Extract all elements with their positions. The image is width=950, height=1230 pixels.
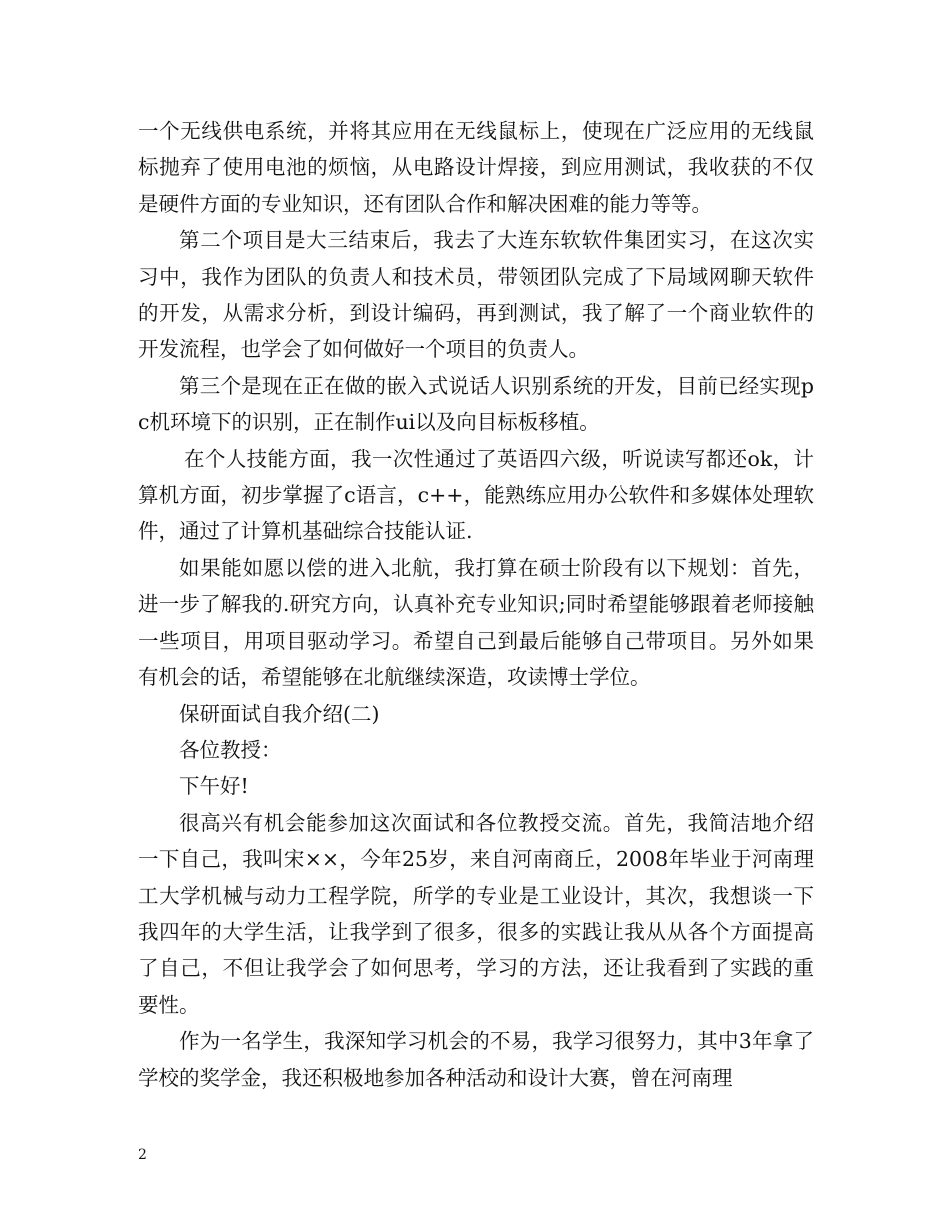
- document-body: [138, 113, 814, 1096]
- paragraph-study-experience: 作为一名学生，我深知学习机会的不易，我学习很努力，其中3年拿了学校的奖学金，我还积极地参加各种活动和设计大赛，曾在河南理: [138, 1029, 814, 1090]
- paragraph-wireless-power-continued: 一个无线供电系统，并将其应用在无线鼠标上，使现在广泛应用的无线鼠标抛弃了使用电池的烦恼，从电路设计焊接，到应用测试，我收获的不仅是硬件方面的专业知识，还有团队合作和解决困难的能力等等。: [138, 119, 814, 216]
- paragraph-third-project: 第三个是现在正在做的嵌入式说话人识别系统的开发，目前已经实现pc机环境下的识别，正在制作ui以及向目标板移植。: [138, 373, 814, 435]
- salutation: 各位教授：: [179, 737, 282, 762]
- paragraph-self-introduction: 很高兴有机会能参加这次面试和各位教授交流。首先，我简洁地介绍一下自己，我叫宋××，今年25岁，来自河南商丘，2008年毕业于河南理工大学机械与动力工程学院，所学的专业是工业设计，其次，我想谈一下我四年的大学生活，让我学到了很多，很多的实践让我从从各个方面提高了自己，不但让我学会了如何思考，学习的方法，还让我看到了实践的重要性。: [138, 810, 814, 1017]
- page-number: 2: [138, 1147, 147, 1163]
- paragraph-personal-skills: 在个人技能方面，我一次性通过了英语四六级，听说读写都还ok，计算机方面，初步掌握了c语言，c++，能熟练应用办公软件和多媒体处理软件，通过了计算机基础综合技能认证.: [138, 446, 814, 544]
- paragraph-graduate-plan: 如果能如愿以偿的进入北航，我打算在硕士阶段有以下规划：首先，进一步了解我的.研究方向，认真补充专业知识;同时希望能够跟着老师接触一些项目，用项目驱动学习。希望自己到最后能够自己带项目。另外如果有机会的话，希望能够在北航继续深造，攻读博士学位。: [138, 555, 814, 690]
- greeting: 下午好!: [179, 774, 249, 799]
- paragraph-second-project: 第二个项目是大三结束后，我去了大连东软软件集团实习，在这次实习中，我作为团队的负责人和技术员，带领团队完成了下局域网聊天软件的开发，从需求分析，到设计编码，再到测试，我了解了一个商业软件的开发流程，也学会了如何做好一个项目的负责人。: [138, 228, 814, 362]
- section-heading: 保研面试自我介绍(二): [179, 701, 380, 726]
